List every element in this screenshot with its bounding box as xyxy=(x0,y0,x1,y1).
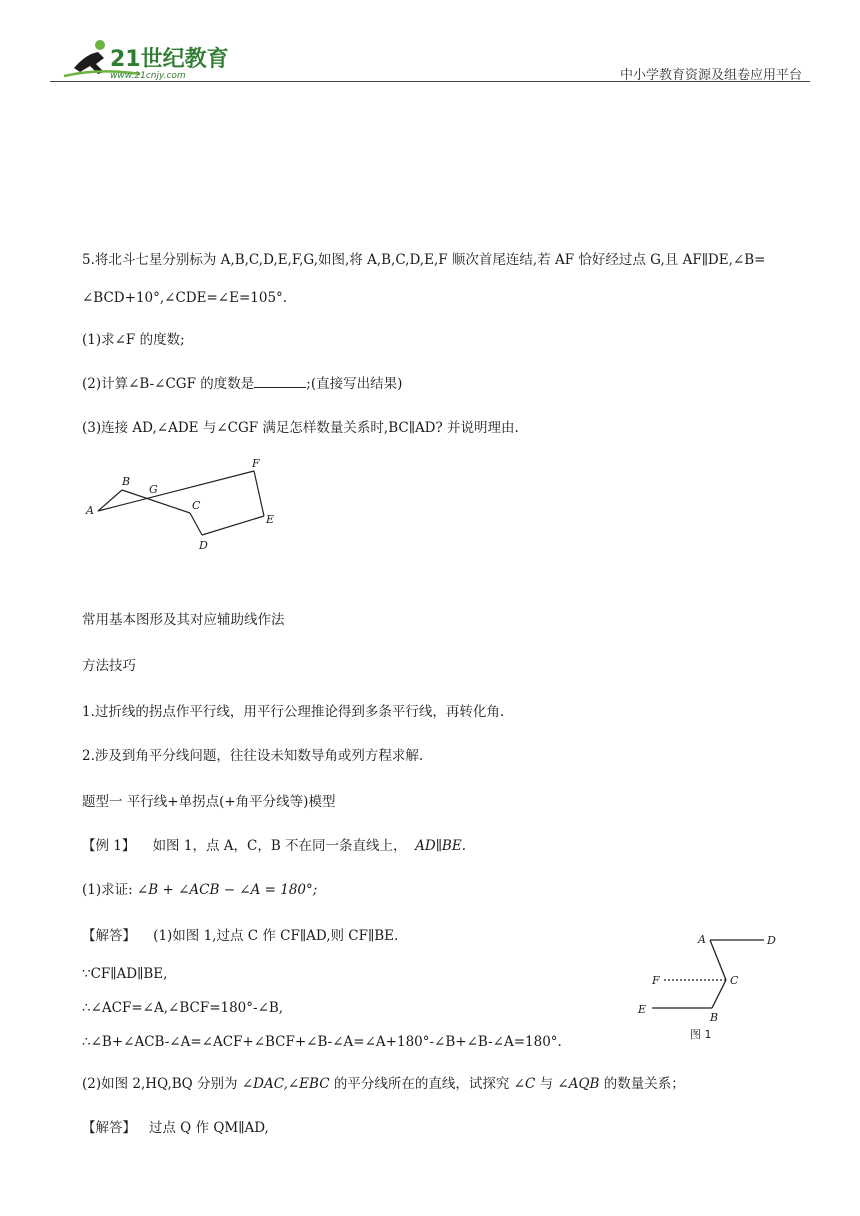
big-dipper-figure xyxy=(82,455,292,555)
label-b: B xyxy=(122,475,131,488)
fig1-label-a: A xyxy=(698,933,706,946)
answer-text-2: ∵CF∥AD∥BE, xyxy=(82,966,168,982)
fig1-label-f: F xyxy=(652,974,660,987)
example1-answer1 xyxy=(82,926,398,946)
problem5-q2-text-a: (2)计算∠B-∠CGF 的度数是 xyxy=(82,376,255,392)
figure-1 xyxy=(630,928,790,1046)
problem5-q3: (3)连接 AD,∠ADE 与∠CGF 满足怎样数量关系时,BC∥AD? 并说明理由. xyxy=(82,420,519,436)
logo-url: www.21cnjy.com xyxy=(110,71,186,81)
example1-q1 xyxy=(82,880,317,900)
answer-tag-2: 【解答】 xyxy=(82,1120,136,1136)
example1-q1-math: ∠B + ∠ACB − ∠A = 180°; xyxy=(136,882,318,898)
label-e: E xyxy=(266,513,275,526)
q2-text-a: (2)如图 2,HQ,BQ 分别为 xyxy=(82,1076,238,1092)
example1-stem-math: AD∥BE. xyxy=(415,838,467,854)
answer-text-3: ∴∠ACF=∠A,∠BCF=180°-∠B, xyxy=(82,1000,284,1016)
answer-tag: 【解答】 xyxy=(82,928,136,944)
label-g: G xyxy=(149,483,158,496)
method-title: 方法技巧 xyxy=(82,658,136,674)
fig1-label-e: E xyxy=(638,1003,647,1016)
fig1-caption: 图 1 xyxy=(690,1028,712,1041)
q2-math-3: ∠AQB xyxy=(557,1076,600,1092)
section-title: 常用基本图形及其对应辅助线作法 xyxy=(82,612,285,628)
answer-text-4: ∴∠B+∠ACB-∠A=∠ACF+∠BCF+∠B-∠A=∠A+180°-∠B+∠B-∠A=180°. xyxy=(82,1034,562,1050)
example1-answer5 xyxy=(82,1118,269,1138)
problem5-q2-text-b: ;(直接写出结果) xyxy=(306,376,403,392)
site-logo xyxy=(60,38,230,82)
fig1-label-d: D xyxy=(767,934,776,947)
problem5-line1: 5.将北斗七星分别标为 A,B,C,D,E,F,G,如图,将 A,B,C,D,E,F 顺次首尾连结,若 AF 恰好经过点 G,且 AF∥DE,∠B= xyxy=(82,252,766,268)
problem5-q1: (1)求∠F 的度数; xyxy=(82,332,185,348)
platform-name: 中小学教育资源及组卷应用平台 xyxy=(619,68,802,83)
segment-cd xyxy=(190,513,202,535)
example1-stem xyxy=(82,836,466,856)
problem5-q2 xyxy=(82,374,402,394)
header-divider xyxy=(50,81,810,82)
q2-text-d: 的数量关系； xyxy=(603,1076,685,1092)
tip-1: 1.过折线的拐点作平行线，用平行公理推论得到多条平行线，再转化角. xyxy=(82,704,505,720)
segment-ef xyxy=(254,471,264,516)
problem5-line2: ∠BCD+10°,∠CDE=∠E=105°. xyxy=(82,290,288,306)
line-ac xyxy=(710,940,726,980)
label-c: C xyxy=(192,499,201,512)
example1-stem-text: 如图 1，点 A，C，B 不在同一条直线上， xyxy=(152,838,407,854)
fig1-label-b: B xyxy=(710,1011,719,1024)
label-a: A xyxy=(86,504,94,517)
example1-q2 xyxy=(82,1074,685,1094)
q2-math-1: ∠DAC,∠EBC xyxy=(241,1076,330,1092)
example1-q1-label: (1)求证: xyxy=(82,882,133,898)
example1-tag: 【例 1】 xyxy=(82,838,136,854)
answer-blank xyxy=(254,375,306,388)
q2-text-b: 的平分线所在的直线，试探究 xyxy=(333,1076,510,1092)
line-cb xyxy=(712,980,726,1008)
segment-de xyxy=(202,516,264,535)
q2-math-2: ∠C xyxy=(513,1076,536,1092)
fig1-label-c: C xyxy=(730,974,739,987)
tip-2: 2.涉及到角平分线问题，往往设未知数导角或列方程求解. xyxy=(82,748,424,764)
label-f: F xyxy=(252,457,260,470)
label-d: D xyxy=(199,539,208,552)
q2-text-c: 与 xyxy=(539,1076,554,1092)
answer-text-5: 过点 Q 作 QM∥AD, xyxy=(148,1120,269,1136)
answer-text-1: (1)如图 1,过点 C 作 CF∥AD,则 CF∥BE. xyxy=(153,928,399,944)
logo-text: 21世纪教育 xyxy=(110,47,229,72)
type-1-title: 题型一 平行线+单拐点(+角平分线等)模型 xyxy=(82,794,336,810)
